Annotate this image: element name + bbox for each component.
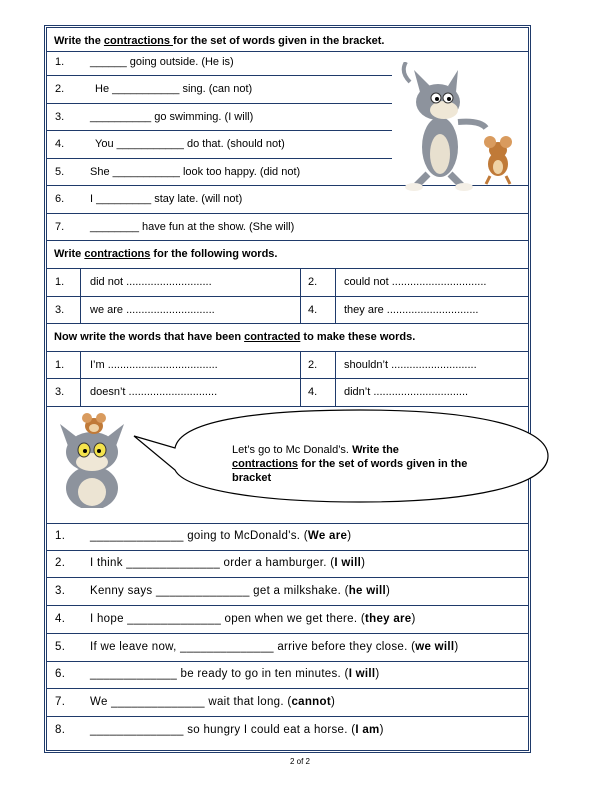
item-number: 1. xyxy=(55,276,65,288)
heading-text: for the set of words given in the bracket. xyxy=(173,35,385,47)
bracket-words: We are xyxy=(307,530,348,542)
divider xyxy=(47,240,528,241)
exercise-word: didn’t ............................... xyxy=(344,386,469,398)
divider xyxy=(47,51,528,52)
exercise-sentence xyxy=(90,557,365,569)
item-number: 1. xyxy=(55,56,65,68)
exercise-word: doesn’t ............................. xyxy=(90,386,218,398)
divider xyxy=(47,550,528,551)
sentence-text: ) xyxy=(385,585,391,597)
item-number: 5. xyxy=(55,166,65,178)
sentence-text: ) xyxy=(347,530,352,542)
item-number: 2. xyxy=(308,359,318,371)
exercise-sentence: __________ go swimming. (I will) xyxy=(90,111,254,123)
bubble-instruction: for the set of words given in the bracket xyxy=(232,458,468,484)
item-number: 3. xyxy=(55,111,65,123)
bracket-words: we will xyxy=(415,641,455,653)
bracket-words: they are xyxy=(364,613,412,625)
sentence-text: ) xyxy=(454,641,459,653)
exercise-sentence xyxy=(90,668,380,680)
divider xyxy=(47,213,528,214)
item-number: 4. xyxy=(308,386,318,398)
divider xyxy=(47,633,528,634)
divider xyxy=(47,378,528,379)
bracket-words: I will xyxy=(348,668,376,680)
item-number: 7. xyxy=(55,696,66,708)
section2-heading xyxy=(54,248,277,260)
section3-heading xyxy=(54,331,415,343)
sentence-text: I hope ______________ open when we get there. ( xyxy=(90,613,365,625)
cartoon-image xyxy=(52,408,134,508)
exercise-sentence xyxy=(90,530,351,542)
heading-underlined: contracted xyxy=(244,331,301,343)
exercise-sentence: ________ have fun at the show. (She will) xyxy=(90,221,295,233)
divider xyxy=(47,688,528,689)
item-number: 4. xyxy=(308,304,318,316)
bubble-instruction: Write the xyxy=(352,444,399,456)
divider xyxy=(47,323,528,324)
exercise-word: I’m .................................... xyxy=(90,359,218,371)
heading-underlined: contractions xyxy=(103,35,173,47)
sentence-text: ) xyxy=(375,668,380,680)
bubble-text xyxy=(232,443,502,485)
cartoon-image xyxy=(400,62,525,192)
item-number: 7. xyxy=(55,221,65,233)
bracket-words: I am xyxy=(355,724,380,736)
item-number: 2. xyxy=(308,276,318,288)
sentence-text: ) xyxy=(361,557,366,569)
page-number: 2 of 2 xyxy=(289,757,310,766)
exercise-sentence xyxy=(90,585,390,597)
item-number: 3. xyxy=(55,585,66,597)
divider xyxy=(47,268,528,269)
sentence-text: We ______________ wait that long. ( xyxy=(90,696,292,708)
sentence-text: _____________ be ready to go in ten minutes. ( xyxy=(90,668,349,680)
item-number: 3. xyxy=(55,304,65,316)
item-number: 5. xyxy=(55,641,66,653)
exercise-sentence: You ___________ do that. (should not) xyxy=(95,138,285,150)
sentence-text: I think ______________ order a hamburger. ( xyxy=(90,557,335,569)
divider xyxy=(47,661,528,662)
section1-heading xyxy=(54,35,384,47)
heading-text: Write xyxy=(54,248,85,260)
heading-underlined: contractions xyxy=(84,248,151,260)
item-number: 4. xyxy=(55,138,65,150)
bubble-instruction-underlined: contractions xyxy=(232,458,299,470)
item-number: 3. xyxy=(55,386,65,398)
exercise-sentence xyxy=(90,724,384,736)
item-number: 6. xyxy=(55,668,66,680)
item-number: 2. xyxy=(55,83,65,95)
item-number: 6. xyxy=(55,193,65,205)
divider xyxy=(47,523,528,524)
item-number: 8. xyxy=(55,724,66,736)
exercise-sentence: She ___________ look too happy. (did not) xyxy=(90,166,301,178)
heading-text: Now write the words that have been xyxy=(54,331,245,343)
divider xyxy=(47,130,392,131)
exercise-word: could not ............................... xyxy=(344,276,487,288)
exercise-sentence: He ___________ sing. (can not) xyxy=(95,83,253,95)
divider xyxy=(47,351,528,352)
bracket-words: cannot xyxy=(291,696,331,708)
divider xyxy=(47,158,392,159)
divider xyxy=(47,75,392,76)
exercise-sentence xyxy=(90,641,459,653)
divider xyxy=(47,296,528,297)
divider xyxy=(47,605,528,606)
heading-text: Write the xyxy=(54,35,104,47)
heading-text: to make these words. xyxy=(300,331,416,343)
exercise-sentence: I _________ stay late. (will not) xyxy=(90,193,243,205)
sentence-text: ) xyxy=(411,613,416,625)
divider xyxy=(47,577,528,578)
exercise-word: they are .............................. xyxy=(344,304,479,316)
bubble-lead: Let’s go to Mc Donald’s. xyxy=(232,444,353,456)
item-number: 4. xyxy=(55,613,66,625)
bracket-words: he will xyxy=(348,585,386,597)
item-number: 2. xyxy=(55,557,66,569)
item-number: 1. xyxy=(55,359,65,371)
exercise-word: we are ............................. xyxy=(90,304,215,316)
item-number: 1. xyxy=(55,530,66,542)
sentence-text: ______________ going to McDonald's. ( xyxy=(90,530,308,542)
exercise-word: did not ............................ xyxy=(90,276,212,288)
exercise-sentence: ______ going outside. (He is) xyxy=(90,56,234,68)
heading-text: for the following words. xyxy=(150,248,278,260)
sentence-text: Kenny says ______________ get a milkshake. ( xyxy=(90,585,349,597)
sentence-text: ) xyxy=(330,696,336,708)
sentence-text: If we leave now, ______________ arrive before they close. ( xyxy=(90,641,416,653)
exercise-sentence xyxy=(90,613,416,625)
divider xyxy=(47,716,528,717)
sentence-text: ) xyxy=(379,724,384,736)
divider xyxy=(47,103,392,104)
sentence-text: ______________ so hungry I could eat a horse. ( xyxy=(90,724,356,736)
exercise-word: shouldn’t ............................ xyxy=(344,359,477,371)
bracket-words: I will xyxy=(334,557,362,569)
exercise-sentence xyxy=(90,696,335,708)
